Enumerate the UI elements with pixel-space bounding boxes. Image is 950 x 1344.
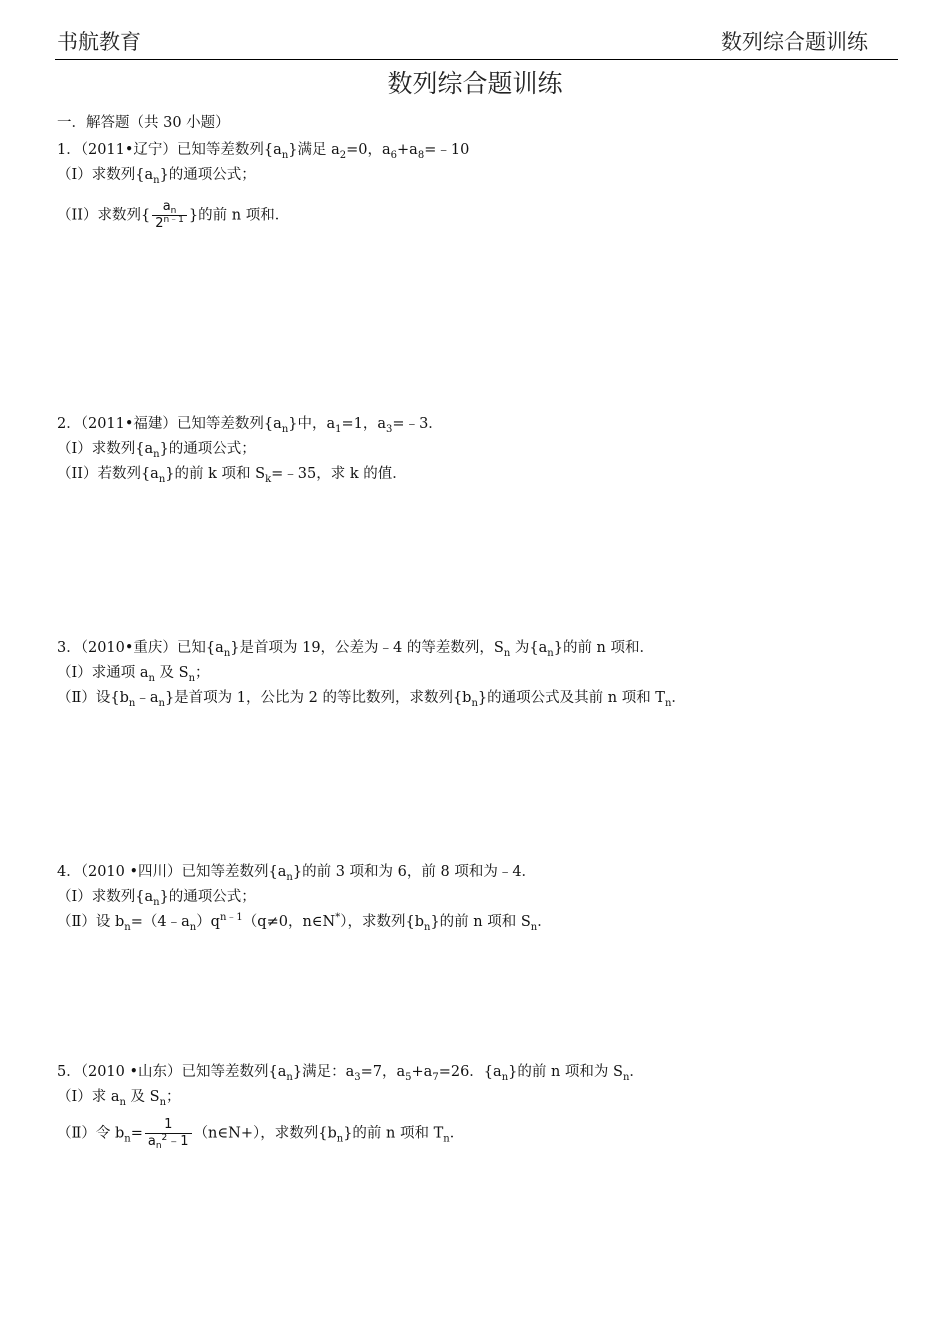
q5-part1: （Ⅰ）求 $a_n$ 及 $S_n$； — [57, 1089, 181, 1108]
q5-stem: 5．（2010 •山东）已知等差数列$\{a_n\}$满足：$a_3=7$，$a_5+a_7=26$．$\{a_n\}$的前 n 项和为 $S_n$． — [57, 1064, 644, 1083]
q2-part2: （II）若数列$\{a_n\}$的前 k 项和 $S_k=﹣35$，求 k 的值． — [57, 466, 407, 485]
q1-part2: （II）求数列{ $\frac{a_n}{2^{n﹣1}}$ }的前 n 项和． — [57, 199, 290, 231]
q4-stem: 4．（2010 •四川）已知等差数列$\{a_n\}$的前 3 项和为 6，前 8 项和为﹣4． — [57, 864, 537, 883]
q1-part1: （I）求数列$\{a_n\}$的通项公式； — [57, 167, 256, 186]
q3-stem: 3．（2010•重庆）已知$\{a_n\}$是首项为 19，公差为﹣4 的等差数列，$S_n$ 为$\{a_n\}$的前 n 项和． — [57, 640, 655, 659]
q4-part2: （Ⅱ）设 $b_n=(4﹣a_n)q^{n﹣1}(q\ne 0$，n∈N*），求数列$\{b_n\}$的前 n 项和 $S_n$． — [57, 912, 552, 933]
q3-part1: （Ⅰ）求通项 $a_n$ 及 $S_n$； — [57, 665, 210, 684]
q5-fraction: $\frac{1}{a_n^2﹣1}$ — [145, 1117, 192, 1150]
q2-part1: （I）求数列$\{a_n\}$的通项公式； — [57, 441, 256, 460]
q5-part2: （Ⅱ）令 $b_n=$ $\frac{1}{a_n^2﹣1}$ （n∈N+），求数列$\{b_n\}$的前 n 项和 $T_n$． — [57, 1117, 465, 1151]
header-divider — [55, 59, 898, 60]
header-left: 书航教育 — [57, 30, 141, 54]
q1-fraction: $\frac{a_n}{2^{n﹣1}}$ — [152, 199, 187, 232]
q2-stem: 2．（2011•福建）已知等差数列$\{a_n\}$中，$a_1=1$，$a_3=﹣3$． — [57, 416, 443, 435]
header-right: 数列综合题训练 — [721, 30, 868, 54]
q1-stem: 1．（2011•辽宁）已知等差数列$\{a_n\}$满足 $a_2=0$，$a_6+a_8=﹣10$ — [57, 142, 470, 161]
q3-part2: （Ⅱ）设$\{b_n﹣a_n\}$是首项为 1，公比为 2 的等比数列，求数列$\{b_n\}$的通项公式及其前 n 项和 $T_n$． — [57, 690, 686, 709]
q4-part1: （Ⅰ）求数列$\{a_n\}$的通项公式； — [57, 889, 256, 908]
section-heading: 一．解答题（共 30 小题） — [57, 115, 230, 131]
page-title: 数列综合题训练 — [387, 69, 563, 98]
